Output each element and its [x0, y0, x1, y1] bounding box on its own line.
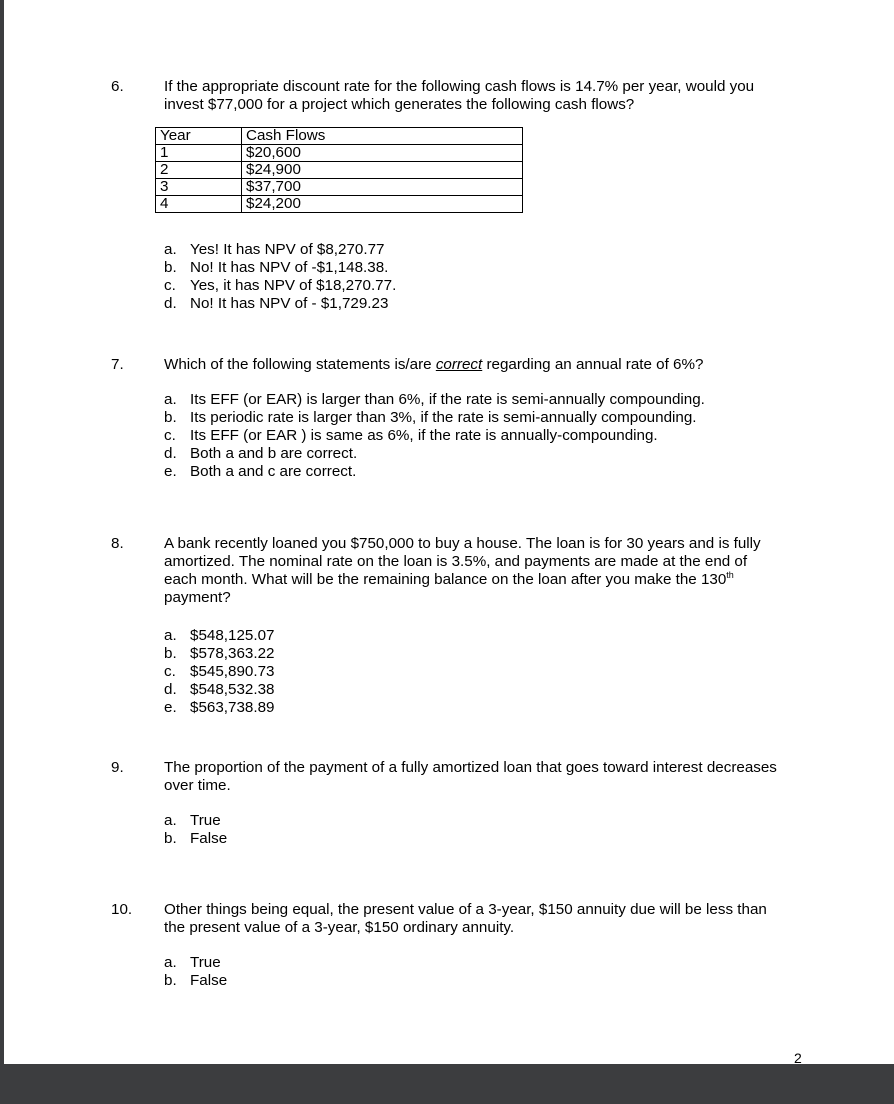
answer-options: [164, 241, 396, 313]
answer-option-b: [164, 409, 705, 427]
answer-options: [164, 812, 227, 848]
table-cell-year: 2: [156, 162, 242, 179]
option-text: True: [190, 812, 221, 829]
question-text-part: payment?: [164, 589, 231, 606]
question-number: 9.: [111, 759, 124, 776]
option-letter: d.: [164, 445, 177, 462]
option-letter: a.: [164, 812, 177, 829]
question-number: 10.: [111, 901, 133, 918]
table-row: [156, 162, 523, 179]
answer-option-d: [164, 681, 274, 699]
option-letter: d.: [164, 295, 177, 312]
option-letter: e.: [164, 463, 177, 480]
option-text: No! It has NPV of -$1,148.38.: [190, 259, 389, 276]
option-text: $578,363.22: [190, 645, 275, 662]
option-letter: a.: [164, 627, 177, 644]
option-text: Both a and c are correct.: [190, 463, 357, 480]
table-cell-year: 4: [156, 196, 242, 213]
question-text-emphasis: correct: [435, 356, 483, 373]
question-number: 8.: [111, 535, 124, 552]
option-letter: a.: [164, 391, 177, 408]
option-text: No! It has NPV of - $1,729.23: [190, 295, 389, 312]
answer-option-b: [164, 972, 227, 990]
table-cell-cash-flow: $37,700: [242, 179, 523, 196]
table-cell-cash-flow: $20,600: [242, 145, 523, 162]
option-text: False: [190, 830, 228, 847]
option-letter: a.: [164, 954, 177, 971]
table-cell-cash-flow: $24,200: [242, 196, 523, 213]
question-text: If the appropriate discount rate for the following cash flows is 14.7% per year, would you invest $77,000 for a project which generates the following cash flows?: [164, 78, 755, 113]
answer-option-c: [164, 427, 705, 445]
question-number: 6.: [111, 78, 124, 95]
answer-option-a: [164, 954, 227, 972]
option-text: $545,890.73: [190, 663, 275, 680]
option-letter: b.: [164, 645, 177, 662]
answer-option-d: [164, 295, 396, 313]
option-text: Its periodic rate is larger than 3%, if the rate is semi-annually compounding.: [190, 409, 697, 426]
table-header-year: Year: [156, 128, 242, 145]
option-text: $548,532.38: [190, 681, 275, 698]
answer-option-d: [164, 445, 705, 463]
option-letter: b.: [164, 409, 177, 426]
option-letter: b.: [164, 972, 177, 989]
option-letter: c.: [164, 663, 176, 680]
answer-options: [164, 627, 274, 717]
option-text: $548,125.07: [190, 627, 275, 644]
table-cell-year: 1: [156, 145, 242, 162]
answer-option-a: [164, 241, 396, 259]
table-row: [156, 179, 523, 196]
answer-option-c: [164, 277, 396, 295]
answer-option-a: [164, 812, 227, 830]
answer-option-b: [164, 645, 274, 663]
answer-options: [164, 391, 705, 481]
answer-option-b: [164, 830, 227, 848]
answer-option-b: [164, 259, 396, 277]
answer-option-e: [164, 699, 274, 717]
option-letter: e.: [164, 699, 177, 716]
question-text-part: Which of the following statements is/are: [164, 356, 436, 373]
option-letter: c.: [164, 427, 176, 444]
document-page: [4, 0, 894, 1064]
answer-options: [164, 954, 227, 990]
option-text: True: [190, 954, 221, 971]
option-text: Yes, it has NPV of $18,270.77.: [190, 277, 397, 294]
table-row: [156, 145, 523, 162]
option-text: Its EFF (or EAR ) is same as 6%, if the rate is annually-compounding.: [190, 427, 658, 444]
page-number: 2: [794, 1050, 802, 1064]
table-header-cash-flows: Cash Flows: [242, 128, 523, 145]
option-text: Its EFF (or EAR) is larger than 6%, if the rate is semi-annually compounding.: [190, 391, 705, 408]
viewer-bottom-bar: [0, 1064, 894, 1104]
ordinal-superscript: th: [726, 569, 734, 580]
table-cell-cash-flow: $24,900: [242, 162, 523, 179]
answer-option-a: [164, 627, 274, 645]
table-cell-year: 3: [156, 179, 242, 196]
option-letter: d.: [164, 681, 177, 698]
question-text: The proportion of the payment of a fully amortized loan that goes toward interest decreases over time.: [164, 759, 777, 794]
question-text: Other things being equal, the present value of a 3-year, $150 annuity due will be less than the present value of a 3-year, $150 ordinary annuity.: [164, 901, 767, 936]
question-number: 7.: [111, 356, 124, 373]
answer-option-c: [164, 663, 274, 681]
option-letter: b.: [164, 830, 177, 847]
table-row: [156, 196, 523, 213]
option-text: Both a and b are correct.: [190, 445, 358, 462]
cash-flow-table: [155, 127, 523, 213]
question-text-part: A bank recently loaned you $750,000 to buy a house. The loan is for 30 years and is fully amortized. The nominal rate on the loan is 3.5%, and payments are made at the end of each month. What will be the remaining balance on the loan after you make the 130: [164, 535, 761, 588]
option-letter: c.: [164, 277, 176, 294]
answer-option-a: [164, 391, 705, 409]
table-header-row: [156, 128, 523, 145]
option-text: False: [190, 972, 228, 989]
option-letter: a.: [164, 241, 177, 258]
option-text: $563,738.89: [190, 699, 275, 716]
option-text: Yes! It has NPV of $8,270.77: [190, 241, 385, 258]
question-text: [164, 535, 784, 607]
question-text: [164, 356, 784, 374]
answer-option-e: [164, 463, 705, 481]
option-letter: b.: [164, 259, 177, 276]
question-text-part: regarding an annual rate of 6%?: [482, 356, 704, 373]
